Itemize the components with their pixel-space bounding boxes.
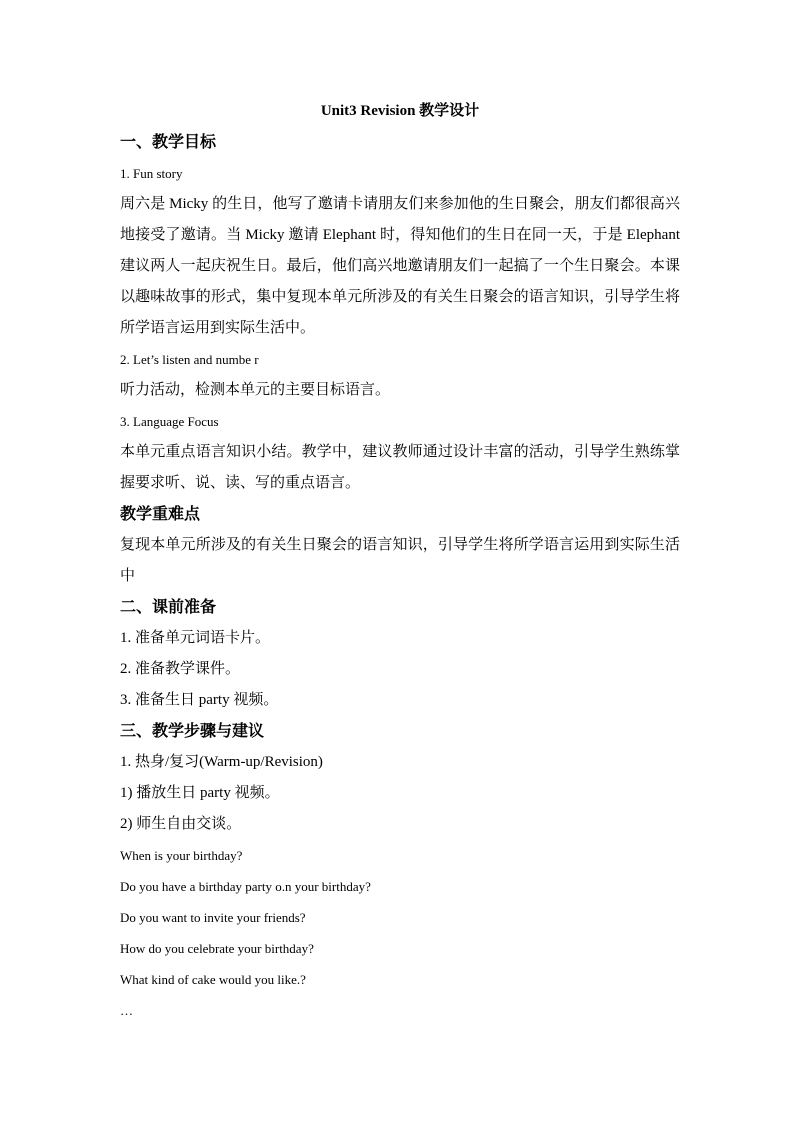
question-line: What kind of cake would you like.? xyxy=(120,972,306,987)
objective-listen-number-title: 2. Let’s listen and numbe r xyxy=(120,352,259,367)
step-sub-item: 1) 播放生日 party 视频。 xyxy=(120,785,280,801)
objective-listen-number-text: 听力活动，检测本单元的主要目标语言。 xyxy=(120,382,391,398)
objective-language-focus-text: 本单元重点语言知识小结。教学中，建议教师通过设计丰富的活动，引导学生熟练掌握要求听、说、读、写的重点语言。 xyxy=(120,444,680,491)
step-sub-item: 2) 师生自由交谈。 xyxy=(120,816,242,832)
question-line: Do you want to invite your friends? xyxy=(120,910,306,925)
question-line: Do you have a birthday party o.n your birthday? xyxy=(120,879,371,894)
objective-fun-story-text: 周六是 Micky 的生日，他写了邀请卡请朋友们来参加他的生日聚会，朋友们都很高兴地接受了邀请。当 Micky 邀请 Elephant 时，得知他们的生日在同一天，于是 Elephant 建议两人一起庆祝生日。最后，他们高兴地邀请朋友们一起搞了一个生日聚会。本课以趣味故事的形式，集中复现本单元所涉及的有关生日聚会的语言知识，引导学生将所学语言运用到实际生活中。 xyxy=(120,196,680,336)
preparation-item: 1. 准备单元词语卡片。 xyxy=(120,630,271,646)
preparation-item: 2. 准备教学课件。 xyxy=(120,661,241,677)
section-heading-key-points: 教学重难点 xyxy=(120,506,201,523)
question-line: How do you celebrate your birthday? xyxy=(120,941,314,956)
document-body xyxy=(120,96,680,1026)
section-heading-teaching-objectives: 一、教学目标 xyxy=(120,134,217,151)
objective-language-focus-title: 3. Language Focus xyxy=(120,414,219,429)
objective-fun-story-title: 1. Fun story xyxy=(120,166,183,181)
key-points-text: 复现本单元所涉及的有关生日聚会的语言知识，引导学生将所学语言运用到实际生活中 xyxy=(120,537,680,584)
preparation-item: 3. 准备生日 party 视频。 xyxy=(120,692,279,708)
section-heading-teaching-steps: 三、教学步骤与建议 xyxy=(120,723,265,740)
step-warm-up: 1. 热身/复习(Warm-up/Revision) xyxy=(120,754,323,770)
ellipsis: … xyxy=(120,1003,133,1018)
page-title: Unit3 Revision 教学设计 xyxy=(320,103,480,119)
question-line: When is your birthday? xyxy=(120,848,243,863)
section-heading-preparation: 二、课前准备 xyxy=(120,599,217,616)
